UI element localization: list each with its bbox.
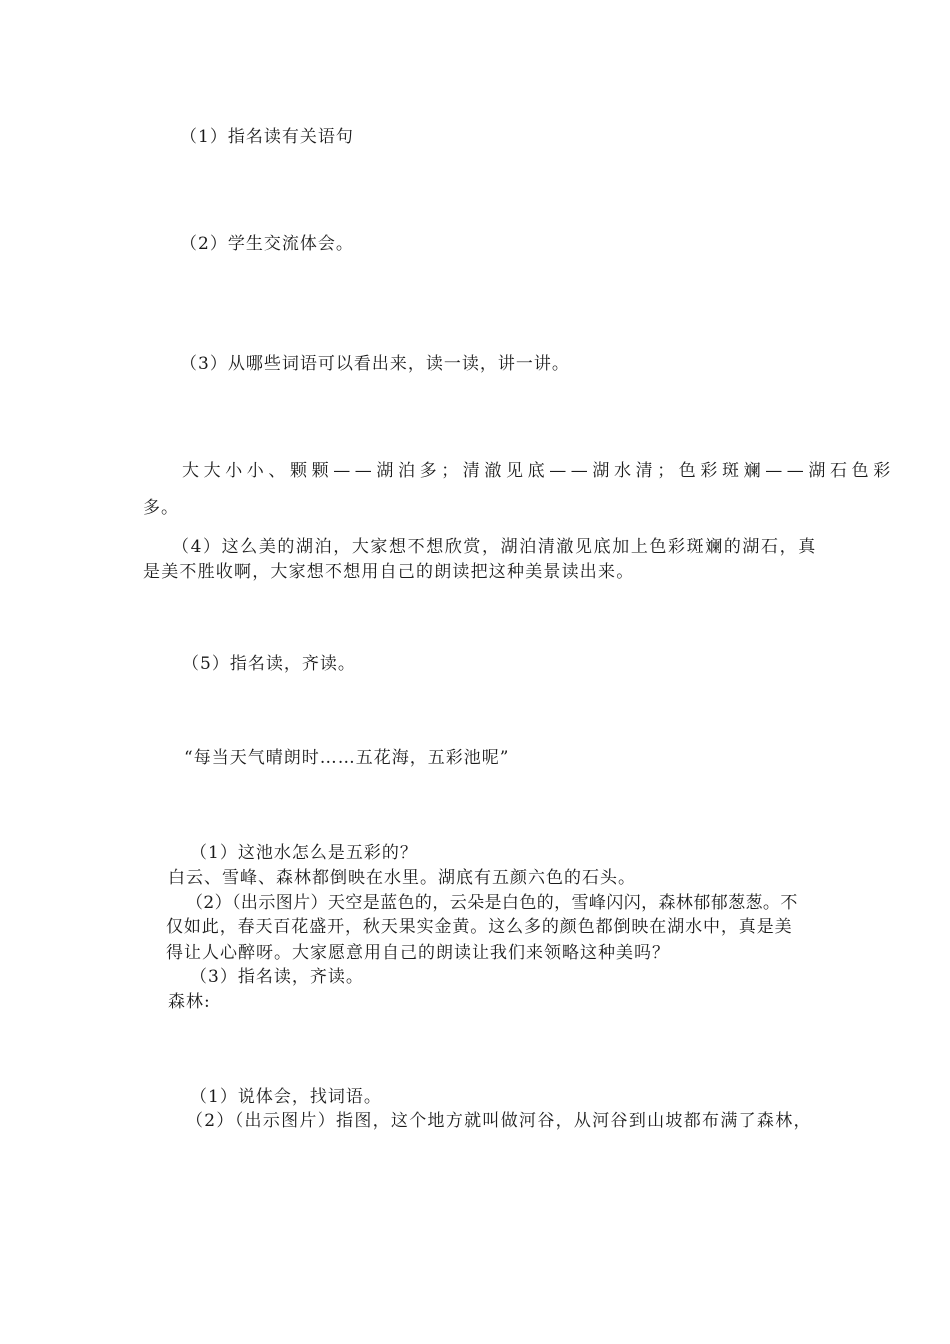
paragraph-line: （2）学生交流体会。 <box>180 234 354 254</box>
paragraph-line: （2）（出示图片）天空是蓝色的，云朵是白色的，雪峰闪闪，森林郁郁葱葱。不 <box>186 893 798 913</box>
paragraph-line: 多。 <box>143 498 179 518</box>
paragraph-line: （3）指名读，齐读。 <box>190 967 364 987</box>
paragraph-line: （1）这池水怎么是五彩的？ <box>190 843 418 863</box>
paragraph-line: 白云、雪峰、森林都倒映在水里。湖底有五颜六色的石头。 <box>168 868 636 888</box>
paragraph-line: （2）（出示图片）指图，这个地方就叫做河谷，从河谷到山坡都布满了森林， <box>186 1111 812 1131</box>
quoted-line: “每当天气晴朗时……五花海，五彩池呢” <box>184 748 510 768</box>
paragraph-line: （3）从哪些词语可以看出来，读一读，讲一讲。 <box>180 354 570 374</box>
paragraph-line: （1）说体会，找词语。 <box>190 1087 382 1107</box>
section-label: 森林: <box>168 992 211 1012</box>
paragraph-line: （4）这么美的湖泊，大家想不想欣赏，湖泊清澈见底加上色彩斑斓的湖石，真 <box>172 537 817 557</box>
paragraph-line: （1）指名读有关语句 <box>180 127 354 147</box>
paragraph-line: 得让人心醉呀。大家愿意用自己的朗读让我们来领略这种美吗？ <box>166 943 670 963</box>
paragraph-line: （5）指名读，齐读。 <box>182 654 356 674</box>
paragraph-line: 仅如此，春天百花盛开，秋天果实金黄。这么多的颜色都倒映在湖水中，真是美 <box>166 917 793 937</box>
paragraph-line: 大大小小、颗颗——湖泊多；清澈见底——湖水清；色彩斑斓——湖石色彩 <box>182 461 895 481</box>
paragraph-line: 是美不胜收啊，大家想不想用自己的朗读把这种美景读出来。 <box>143 562 635 582</box>
